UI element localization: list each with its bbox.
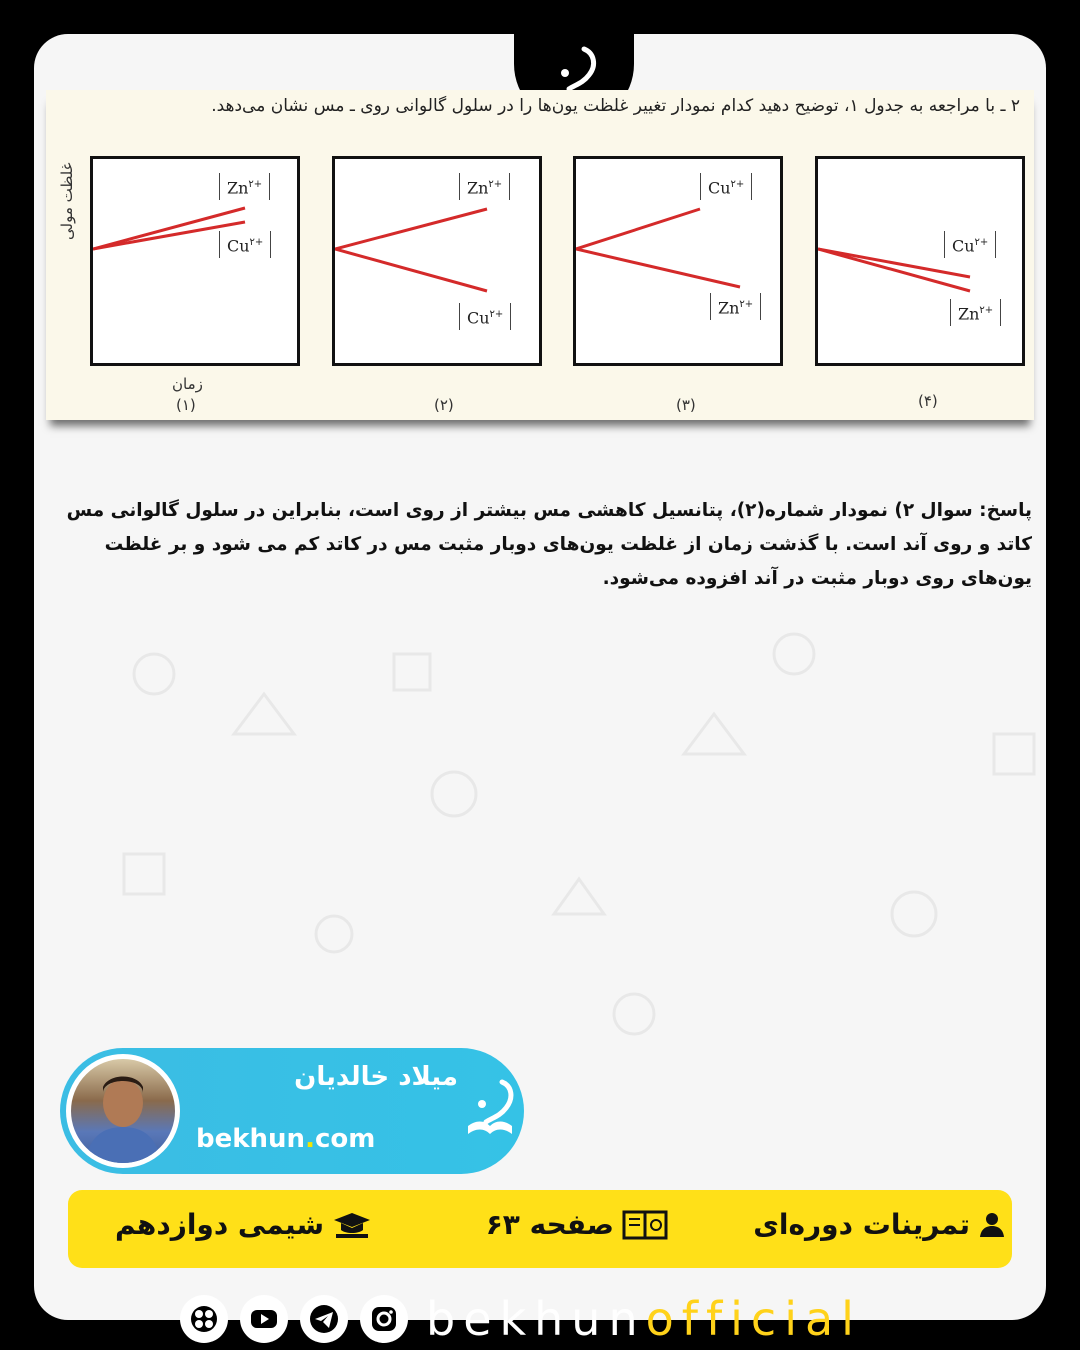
question-title: ۲ ـ با مراجعه به جدول ۱، توضیح دهید کدام نمودار تغییر غلظت یون‌ها را در سلول گالوانی روی ـ مس نشان می‌دهد.: [211, 96, 1020, 116]
footer-brand: bekhunofficial: [426, 1292, 862, 1346]
question-image: [46, 90, 1034, 420]
book-icon: [622, 1209, 668, 1241]
ion-label: $Cu^{۲+}$: [459, 303, 511, 330]
graph-panel-4: [815, 156, 1025, 366]
youtube-icon[interactable]: [240, 1295, 288, 1343]
panel-number: (۴): [918, 392, 938, 410]
answer-text: پاسخ: سوال ۲) نمودار شماره(۲)، پتانسیل کاهشی مس بیشتر از روی است، بنابراین در سلول گالوانی مس کاتد و روی آند است. با گذشت زمان از غلظت یون‌های دوبار مثبت مس در کاتد کم می شود و بر غلظت یون‌های روی دوبار مثبت در آند افزوده می‌شود.: [66, 500, 1032, 589]
ion-label: $Zn^{۲+}$: [710, 293, 761, 320]
x-axis-label: زمان: [172, 375, 203, 393]
author-website[interactable]: bekhun.com: [196, 1124, 376, 1154]
ion-label: $Cu^{۲+}$: [219, 231, 271, 258]
info-bar: [68, 1190, 1012, 1268]
subject-item: شیمی دوازدهم: [115, 1208, 372, 1241]
ion-label: $Cu^{۲+}$: [700, 173, 752, 200]
instagram-icon[interactable]: [360, 1295, 408, 1343]
panel-number: (۲): [434, 396, 454, 414]
person-icon: [71, 1059, 175, 1163]
footer: [180, 1288, 862, 1350]
aparat-icon[interactable]: [180, 1295, 228, 1343]
graph-panel-3: [573, 156, 783, 366]
teacher-icon: [978, 1211, 1006, 1239]
telegram-icon[interactable]: [300, 1295, 348, 1343]
avatar: [66, 1054, 180, 1168]
ion-label: $Zn^{۲+}$: [219, 173, 270, 200]
panel-number: (۳): [676, 396, 696, 414]
graduation-cap-icon: [332, 1210, 372, 1240]
author-card[interactable]: [60, 1048, 524, 1174]
topic-item: تمرینات دوره‌ای: [753, 1208, 1006, 1241]
graph-lines: [818, 159, 1022, 363]
ion-label: $Zn^{۲+}$: [950, 299, 1001, 326]
author-name: میلاد خالدیان: [294, 1062, 458, 1092]
graph-panel-2: [332, 156, 542, 366]
page-item: صفحه ۶۳: [486, 1208, 668, 1241]
ion-label: $Cu^{۲+}$: [944, 231, 996, 258]
panel-number: (۱): [176, 396, 196, 414]
graph-panel-1: [90, 156, 300, 366]
pen-book-icon: [464, 1078, 520, 1142]
ion-label: $Zn^{۲+}$: [459, 173, 510, 200]
y-axis-label: غلظت مولی: [58, 162, 76, 240]
